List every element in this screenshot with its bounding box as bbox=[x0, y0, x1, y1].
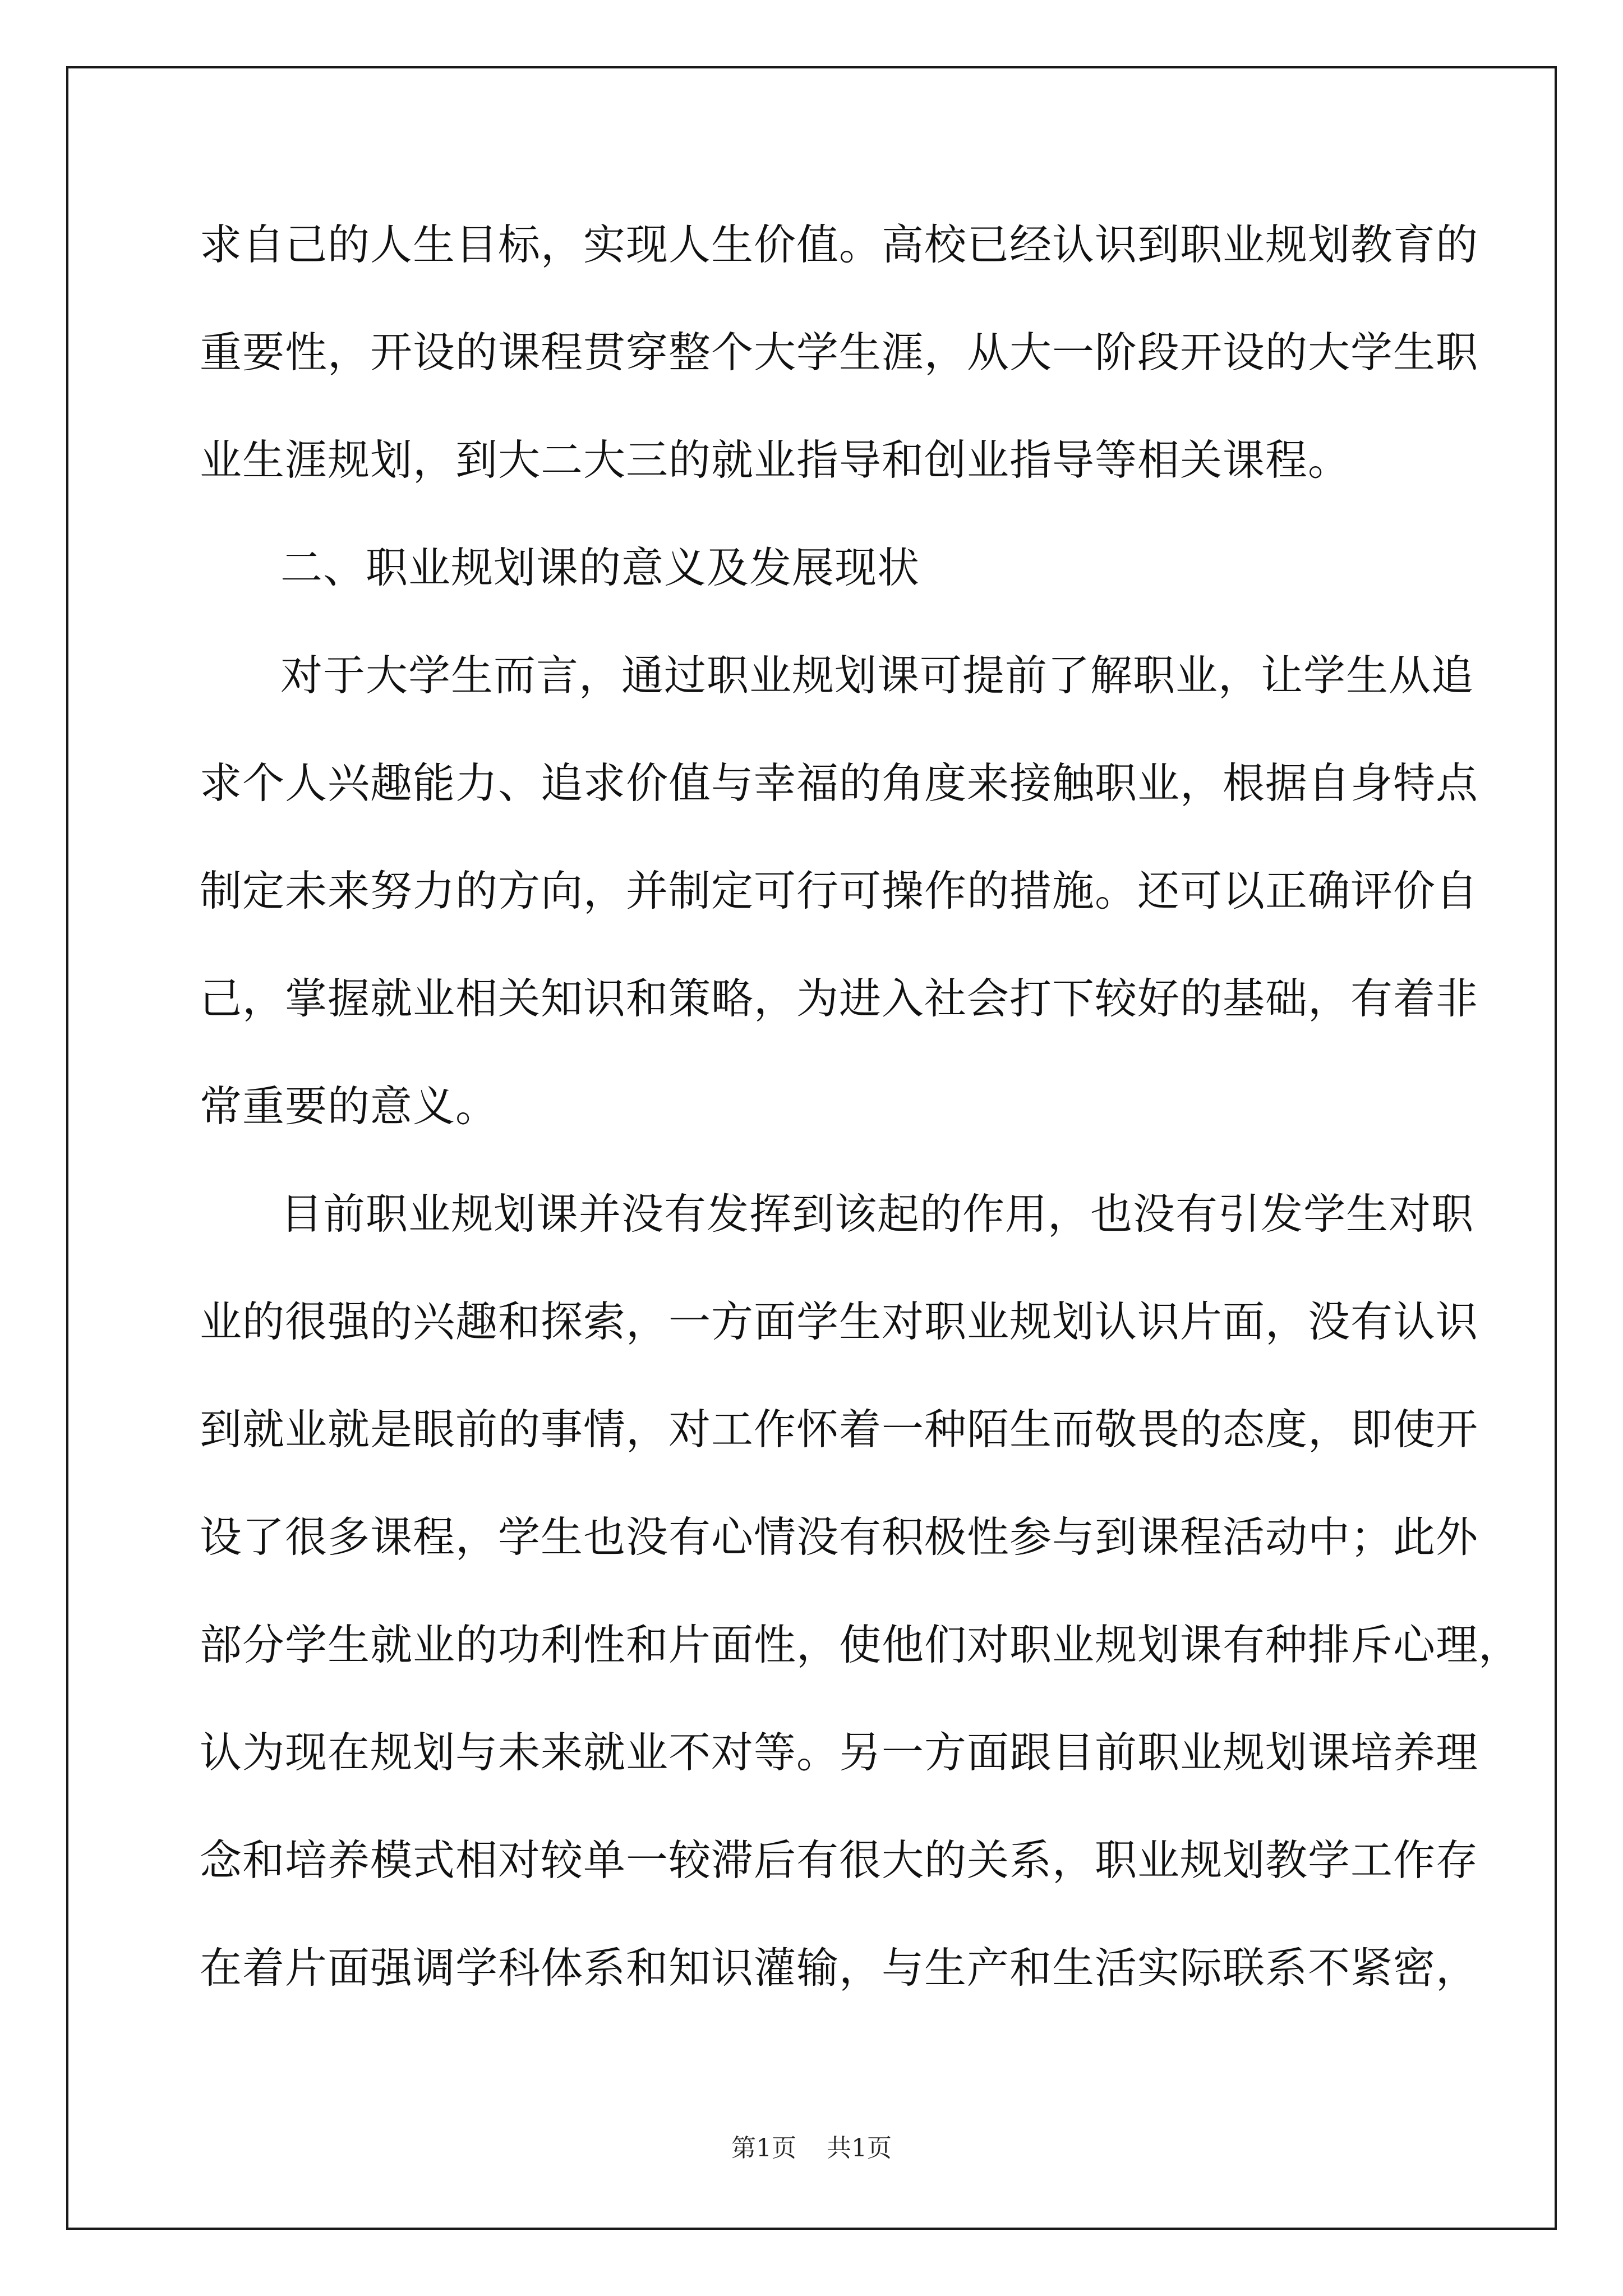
page-footer bbox=[0, 2132, 1623, 2165]
paragraph-line: 重要性，开设的课程贯穿整个大学生涯，从大一阶段开设的大学生职 bbox=[200, 328, 1479, 377]
paragraph-line: 业生涯规划，到大二大三的就业指导和创业指导等相关课程。 bbox=[200, 435, 1351, 485]
paragraph-line: 念和培养模式相对较单一较滞后有很大的关系，职业规划教学工作存 bbox=[200, 1835, 1479, 1885]
paragraph-line: 在着片面强调学科体系和知识灌输，与生产和生活实际联系不紧密， bbox=[200, 1943, 1479, 1993]
paragraph-line: 目前职业规划课并没有发挥到该起的作用，也没有引发学生对职 bbox=[280, 1189, 1474, 1239]
paragraph-line: 对于大学生而言，通过职业规划课可提前了解职业，让学生从追 bbox=[280, 651, 1474, 700]
paragraph-line: 制定未来努力的方向，并制定可行可操作的措施。还可以正确评价自 bbox=[200, 866, 1479, 915]
paragraph-line: 求个人兴趣能力、追求价值与幸福的角度来接触职业，根据自身特点 bbox=[200, 758, 1479, 808]
paragraph-line: 求自己的人生目标，实现人生价值。高校已经认识到职业规划教育的 bbox=[200, 220, 1479, 269]
page-border bbox=[66, 66, 1557, 2230]
paragraph-line: 到就业就是眼前的事情，对工作怀着一种陌生而敬畏的态度，即使开 bbox=[200, 1405, 1479, 1454]
page-number: 第1页 bbox=[731, 2134, 796, 2162]
paragraph-line: 业的很强的兴趣和探索，一方面学生对职业规划认识片面，没有认识 bbox=[200, 1297, 1479, 1346]
section-heading: 二、职业规划课的意义及发展现状 bbox=[280, 543, 920, 592]
page-total: 共1页 bbox=[827, 2134, 892, 2162]
paragraph-line: 认为现在规划与未来就业不对等。另一方面跟目前职业规划课培养理 bbox=[200, 1728, 1479, 1777]
paragraph-line: 设了很多课程，学生也没有心情没有积极性参与到课程活动中；此外 bbox=[200, 1512, 1479, 1562]
paragraph-line: 己，掌握就业相关知识和策略，为进入社会打下较好的基础，有着非 bbox=[200, 974, 1479, 1023]
paragraph-line: 部分学生就业的功利性和片面性，使他们对职业规划课有种排斥心理， bbox=[200, 1620, 1521, 1669]
paragraph-line: 常重要的意义。 bbox=[200, 1082, 499, 1131]
